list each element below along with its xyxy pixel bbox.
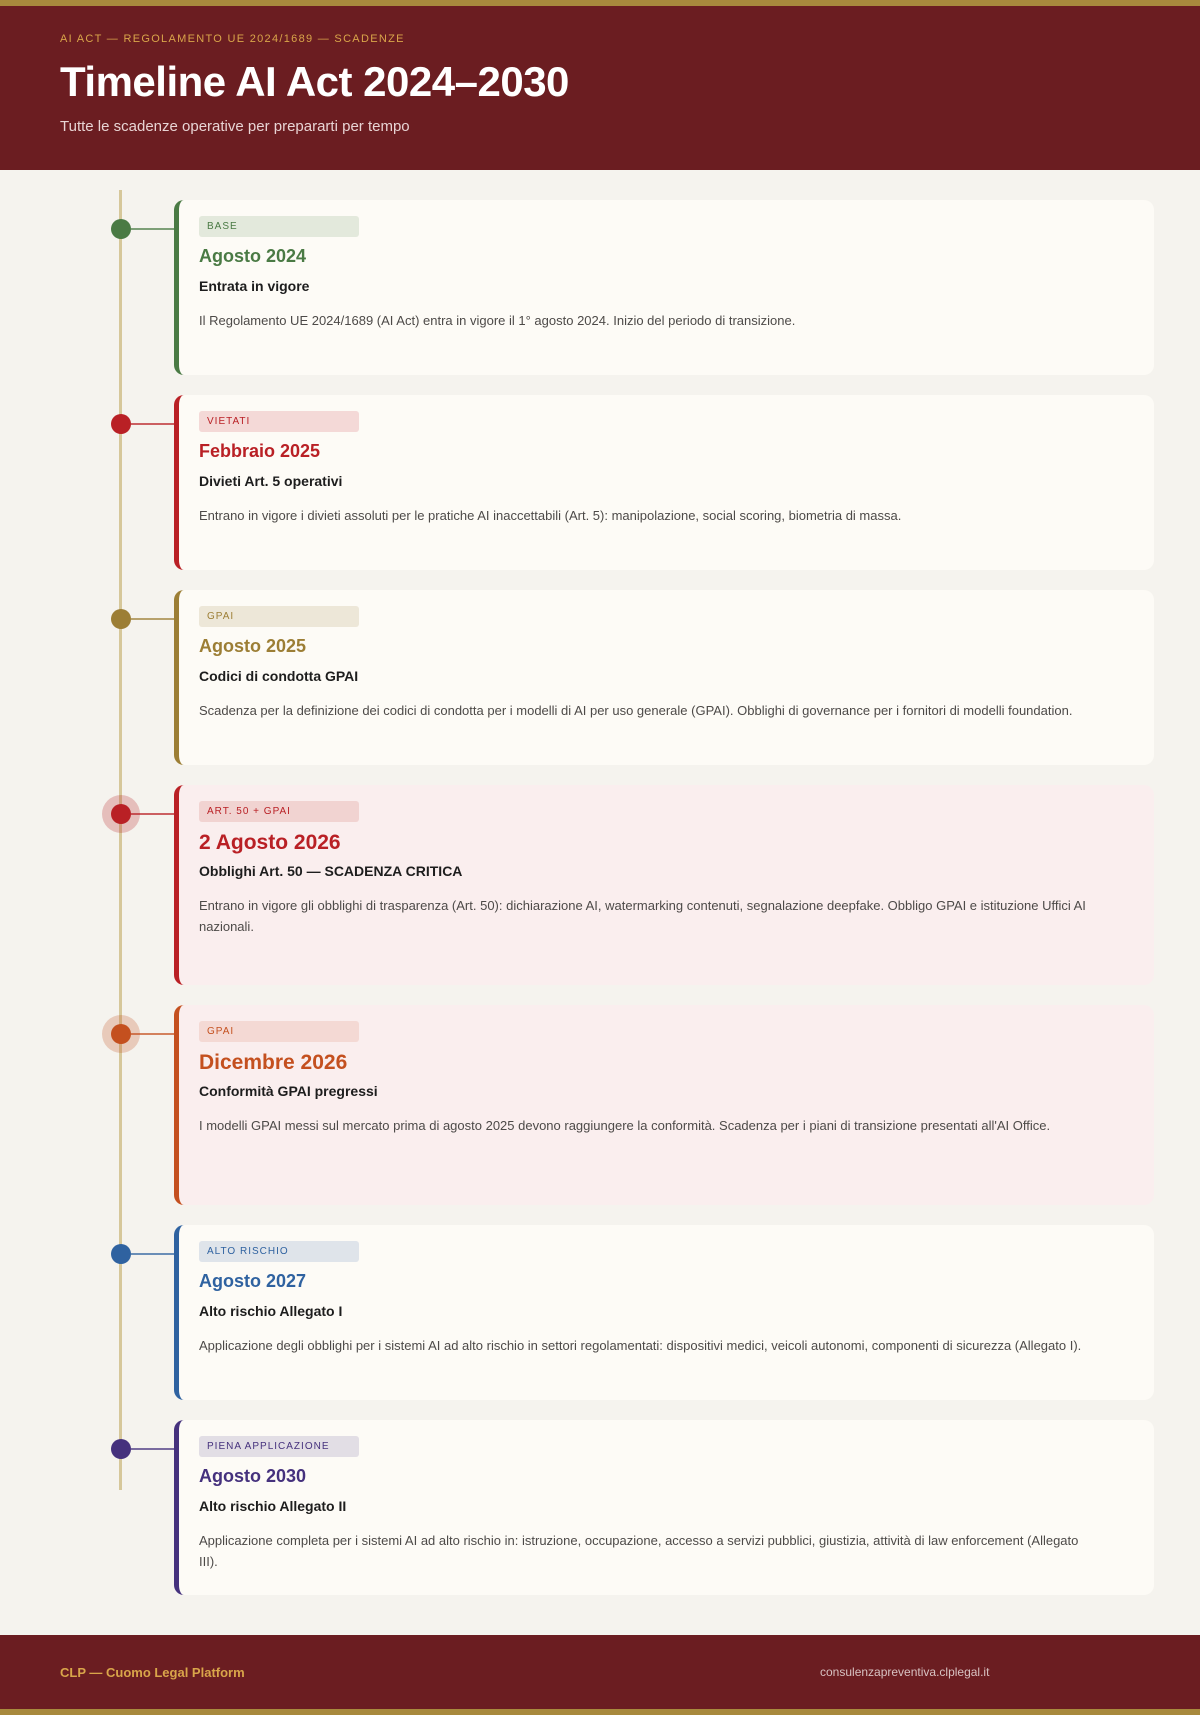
milestone-date: Febbraio 2025 bbox=[199, 441, 321, 461]
milestone-heading: Alto rischio Allegato I bbox=[199, 1303, 343, 1319]
milestone-card bbox=[174, 1420, 1154, 1595]
marker-connector bbox=[131, 1253, 176, 1255]
marker-connector bbox=[131, 228, 176, 230]
marker-connector bbox=[131, 618, 176, 620]
milestone-badge: PIENA APPLICAZIONE bbox=[199, 1436, 359, 1457]
page-subtitle: Tutte le scadenze operative per prepararti per tempo bbox=[60, 118, 410, 135]
milestone-heading: Alto rischio Allegato II bbox=[199, 1498, 347, 1514]
marker-dot bbox=[111, 219, 131, 239]
milestone-date: Dicembre 2026 bbox=[199, 1051, 348, 1074]
milestone-description: I modelli GPAI messi sul mercato prima di agosto 2025 devono raggiungere la conformità. Scadenza per i piani di transizione presentati all'AI Office. bbox=[199, 1118, 1051, 1133]
milestone-card bbox=[174, 200, 1154, 375]
page-title: Timeline AI Act 2024–2030 bbox=[60, 58, 569, 105]
milestone-heading: Codici di condotta GPAI bbox=[199, 668, 359, 684]
milestone-description: Entrano in vigore i divieti assoluti per le pratiche AI inaccettabili (Art. 5): manipolazione, social scoring, biometria di massa. bbox=[199, 508, 902, 523]
marker-dot bbox=[111, 414, 131, 434]
marker-connector bbox=[131, 1033, 176, 1035]
milestone-description: Il Regolamento UE 2024/1689 (AI Act) entra in vigore il 1° agosto 2024. Inizio del periodo di transizione. bbox=[199, 313, 796, 328]
milestone-card bbox=[174, 1005, 1154, 1205]
marker-connector bbox=[131, 813, 176, 815]
milestone-description: Applicazione completa per i sistemi AI ad alto rischio in: istruzione, occupazione, accesso a servizi pubblici, giustizia, attività di law enforcement (Allegato III). bbox=[199, 1533, 1079, 1569]
page-footer bbox=[0, 1635, 1200, 1715]
milestone-card bbox=[174, 590, 1154, 765]
footer-brand: CLP — Cuomo Legal Platform bbox=[60, 1665, 245, 1680]
marker-dot bbox=[111, 1024, 131, 1044]
milestone-heading: Conformità GPAI pregressi bbox=[199, 1083, 378, 1099]
milestone-badge: ART. 50 + GPAI bbox=[199, 801, 359, 822]
milestone-date: Agosto 2027 bbox=[199, 1271, 307, 1291]
milestone-badge: GPAI bbox=[199, 1021, 359, 1042]
page-header bbox=[0, 0, 1200, 170]
milestone-badge: GPAI bbox=[199, 606, 359, 627]
timeline-spine bbox=[119, 190, 122, 1490]
milestone-card bbox=[174, 1225, 1154, 1400]
marker-connector bbox=[131, 423, 176, 425]
marker-dot bbox=[111, 1439, 131, 1459]
marker-connector bbox=[131, 1448, 176, 1450]
milestone-heading: Divieti Art. 5 operativi bbox=[199, 473, 343, 489]
footer-site-link[interactable]: consulenzapreventiva.clplegal.it bbox=[820, 1665, 990, 1679]
milestone-description: Scadenza per la definizione dei codici di condotta per i modelli di AI per uso generale (GPAI). Obblighi di governance per i fornitori di modelli foundation. bbox=[199, 703, 1073, 718]
milestone-date: Agosto 2025 bbox=[199, 636, 307, 656]
milestone-date: 2 Agosto 2026 bbox=[199, 831, 341, 854]
milestone-badge: ALTO RISCHIO bbox=[199, 1241, 359, 1262]
milestone-card bbox=[174, 785, 1154, 985]
milestone-date: Agosto 2024 bbox=[199, 246, 307, 266]
milestone-heading: Entrata in vigore bbox=[199, 278, 310, 294]
marker-dot bbox=[111, 609, 131, 629]
milestone-badge: BASE bbox=[199, 216, 359, 237]
milestone-card bbox=[174, 395, 1154, 570]
milestone-date: Agosto 2030 bbox=[199, 1466, 307, 1486]
milestone-badge: VIETATI bbox=[199, 411, 359, 432]
milestone-description: Entrano in vigore gli obblighi di trasparenza (Art. 50): dichiarazione AI, watermarking contenuti, segnalazione deepfake. Obbligo GPAI e istituzione Uffici AI nazionali. bbox=[199, 898, 1086, 934]
marker-dot bbox=[111, 1244, 131, 1264]
header-kicker: AI ACT — REGOLAMENTO UE 2024/1689 — SCADENZE bbox=[60, 33, 405, 45]
milestone-heading: Obblighi Art. 50 — SCADENZA CRITICA bbox=[199, 863, 463, 879]
marker-dot bbox=[111, 804, 131, 824]
milestone-description: Applicazione degli obblighi per i sistemi AI ad alto rischio in settori regolamentati: dispositivi medici, veicoli autonomi, componenti di sicurezza (Allegato I). bbox=[199, 1338, 1082, 1353]
